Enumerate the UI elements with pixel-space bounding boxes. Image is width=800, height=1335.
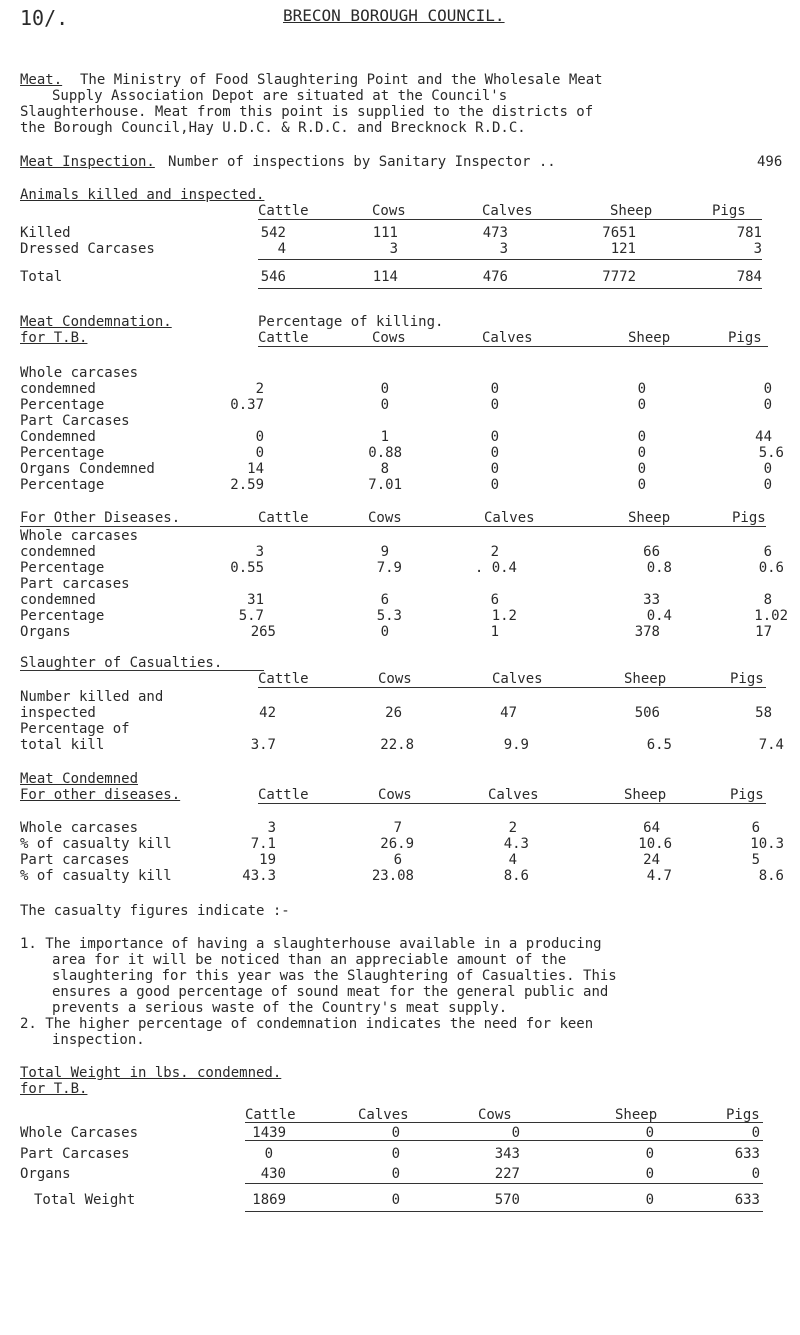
weight-cell: 1869 (252, 1192, 286, 1208)
tb-row-label: Part Carcases (20, 413, 130, 429)
animals-heading (20, 188, 264, 202)
tb-cell: 0 (637, 429, 646, 445)
condemned-cell: 10.3 (750, 836, 784, 852)
condemned-cell: 7.1 (250, 836, 276, 852)
tb-cell: 0 (490, 397, 499, 413)
weight-heading-1: Total Weight in lbs. condemned. (20, 1065, 282, 1081)
condemned-cell: 3 (267, 820, 276, 836)
casualties-row-label: inspected (20, 705, 96, 721)
weight-cell: 633 (734, 1146, 760, 1162)
tb-row-label: Percentage (20, 477, 105, 493)
other-cell: 0.8 (646, 560, 672, 576)
animals-cell: 784 (736, 269, 762, 285)
other-cell: 3 (255, 544, 264, 560)
condemned-col-cattle: Cattle (258, 787, 309, 803)
weight-cell: 0 (751, 1125, 760, 1141)
other-cell: 17 (755, 624, 772, 640)
animals-heading-text: Animals killed and inspected. (20, 187, 265, 203)
tb-header-rule (258, 346, 768, 347)
notes-line: ensures a good percentage of sound meat for the general public and (52, 984, 609, 1000)
condemned-row-label: % of casualty kill (20, 868, 172, 884)
condemned-cell: 6 (393, 852, 402, 868)
animals-col-pigs: Pigs (712, 203, 746, 219)
animals-cell: 111 (372, 225, 398, 241)
animals-cell: 3 (389, 241, 398, 257)
weight-cell: 0 (645, 1166, 654, 1182)
condemned-row-label: % of casualty kill (20, 836, 172, 852)
meat-inspection-value: 496 (757, 154, 783, 170)
weight-cell: 0 (751, 1166, 760, 1182)
tb-cell: 0 (380, 397, 389, 413)
other-cell: 0 (380, 624, 389, 640)
notes-line: prevents a serious waste of the Country's meat supply. (52, 1000, 508, 1016)
condemned-cell: 43.3 (242, 868, 276, 884)
page-title: BRECON BOROUGH COUNCIL. (283, 6, 505, 25)
animals-cell: 7651 (602, 225, 636, 241)
tb-heading-2: for T.B. (20, 330, 88, 346)
other-cell: 5.7 (238, 608, 264, 624)
other-cell: 9 (380, 544, 389, 560)
condemned-cell: 4.3 (503, 836, 529, 852)
tb-row-label: Percentage (20, 445, 105, 461)
tb-row-label: Percentage (20, 397, 105, 413)
tb-cell: 0.88 (368, 445, 402, 461)
animals-cell: 121 (610, 241, 636, 257)
meat-inspection-heading: Meat Inspection. (20, 154, 155, 170)
weight-cell: 0 (511, 1125, 520, 1141)
casualties-col-cattle: Cattle (258, 671, 309, 687)
meat-line-2: Supply Association Depot are situated at the Council's (52, 88, 508, 104)
tb-cell: 0 (763, 381, 772, 397)
other-row-label: Part carcases (20, 576, 130, 592)
weight-col-cows: Cows (478, 1107, 512, 1123)
tb-cell: 0 (763, 397, 772, 413)
other-row-label: Organs (20, 624, 71, 640)
condemned-cell: 19 (259, 852, 276, 868)
other-cell: 265 (250, 624, 276, 640)
casualties-cell: 22.8 (380, 737, 414, 753)
other-col-calves: Calves (484, 510, 535, 526)
other-cell: 2 (490, 544, 499, 560)
other-cell: 31 (247, 592, 264, 608)
other-cell: 7.9 (376, 560, 402, 576)
weight-cell: 227 (494, 1166, 520, 1182)
tb-cell: 7.01 (368, 477, 402, 493)
weight-cell: 570 (494, 1192, 520, 1208)
tb-cell: 0 (637, 445, 646, 461)
condemned-cell: 4 (508, 852, 517, 868)
other-cell: 66 (643, 544, 660, 560)
animals-row-label: Total (20, 269, 63, 285)
meat-line-4: the Borough Council,Hay U.D.C. & R.D.C. and Brecknock R.D.C. (20, 120, 526, 136)
animals-col-cattle: Cattle (258, 203, 309, 219)
weight-row-label: Whole Carcases (20, 1125, 139, 1141)
other-cell: 0.55 (230, 560, 264, 576)
tb-cell: 0 (763, 477, 772, 493)
condemned-cell: 64 (643, 820, 660, 836)
weight-bottom-rule (245, 1211, 763, 1212)
meat-line-3: Slaughterhouse. Meat from this point is supplied to the districts of (20, 104, 594, 120)
tb-cell: 0 (637, 397, 646, 413)
tb-col-sheep: Sheep (628, 330, 671, 346)
tb-heading-1: Meat Condemnation. (20, 314, 172, 330)
notes-line: 2. The higher percentage of condemnation indicates the need for keen (20, 1016, 594, 1032)
weight-col-calves: Calves (358, 1107, 409, 1123)
condemned-col-sheep: Sheep (624, 787, 667, 803)
tb-cell: 2 (255, 381, 264, 397)
weight-cell: 0 (645, 1146, 654, 1162)
condemned-cell: 6 (751, 820, 760, 836)
animals-header-rule (258, 219, 762, 220)
condemned-cell: 5 (751, 852, 760, 868)
other-row-label: Whole carcases (20, 528, 139, 544)
animals-cell: 546 (260, 269, 286, 285)
casualties-heading-rule (20, 670, 264, 671)
notes-intro: The casualty figures indicate :- (20, 903, 290, 919)
condemned-cell: 4.7 (646, 868, 672, 884)
weight-cell: 633 (734, 1192, 760, 1208)
condemned-cell: 8.6 (503, 868, 529, 884)
condemned-cell: 8.6 (758, 868, 784, 884)
casualties-row-label: total kill (20, 737, 105, 753)
condemned-col-cows: Cows (378, 787, 412, 803)
tb-cell: 0 (637, 477, 646, 493)
meat-heading: Meat. (20, 72, 63, 88)
tb-row-label: Organs Condemned (20, 461, 155, 477)
casualties-row-label: Percentage of (20, 721, 130, 737)
animals-bottom-rule (258, 288, 762, 289)
casualties-row-label: Number killed and (20, 689, 164, 705)
casualties-cell: 506 (634, 705, 660, 721)
tb-cell: 0 (490, 381, 499, 397)
animals-cell: 542 (260, 225, 286, 241)
condemned-row-label: Part carcases (20, 852, 130, 868)
other-cell: 1.2 (491, 608, 517, 624)
animals-cell: 7772 (602, 269, 636, 285)
other-cell: 1.02 (754, 608, 788, 624)
casualties-cell: 47 (500, 705, 517, 721)
animals-col-calves: Calves (482, 203, 533, 219)
other-row-label: Percentage (20, 560, 105, 576)
condemned-cell: 24 (643, 852, 660, 868)
meat-line-1: The Ministry of Food Slaughtering Point and the Wholesale Meat (80, 72, 603, 88)
notes-line: 1. The importance of having a slaughterhouse available in a producing (20, 936, 602, 952)
other-col-pigs: Pigs (732, 510, 766, 526)
tb-cell: 14 (247, 461, 264, 477)
tb-cell: 0 (380, 381, 389, 397)
animals-total-rule (258, 259, 762, 260)
other-cell: 0.6 (758, 560, 784, 576)
other-row-label: condemned (20, 592, 96, 608)
weight-row-label: Organs (20, 1166, 71, 1182)
casualties-heading: Slaughter of Casualties. (20, 655, 223, 671)
meat-inspection-text: Number of inspections by Sanitary Inspector .. (168, 154, 556, 170)
weight-cell: 0 (391, 1192, 400, 1208)
other-cell: 1 (490, 624, 499, 640)
tb-cell: 0 (763, 461, 772, 477)
tb-cell: 5.6 (758, 445, 784, 461)
condemned-heading-2: For other diseases. (20, 787, 181, 803)
condemned-col-calves: Calves (488, 787, 539, 803)
tb-cell: 0 (637, 381, 646, 397)
weight-cell: 0 (645, 1192, 654, 1208)
casualties-col-sheep: Sheep (624, 671, 667, 687)
condemned-cell: 7 (393, 820, 402, 836)
casualties-header-rule (258, 687, 766, 688)
condemned-cell: 23.08 (371, 868, 414, 884)
other-heading: For Other Diseases. (20, 510, 181, 526)
other-cell: 6 (380, 592, 389, 608)
condemned-cell: 2 (508, 820, 517, 836)
animals-row-label: Killed (20, 225, 71, 241)
tb-row-label: condemned (20, 381, 96, 397)
tb-col-cows: Cows (372, 330, 406, 346)
animals-cell: 781 (736, 225, 762, 241)
weight-cell: 0 (391, 1146, 400, 1162)
tb-cell: 0 (255, 445, 264, 461)
weight-cell: 0 (264, 1146, 273, 1162)
tb-cell: 44 (755, 429, 772, 445)
weight-heading-2: for T.B. (20, 1081, 88, 1097)
tb-col-calves: Calves (482, 330, 533, 346)
tb-cell: 0 (490, 429, 499, 445)
animals-cell: 3 (499, 241, 508, 257)
casualties-cell: 9.9 (503, 737, 529, 753)
tb-cell: 0 (490, 445, 499, 461)
animals-cell: 473 (482, 225, 508, 241)
animals-cell: 476 (482, 269, 508, 285)
page-number: 10/. (20, 6, 69, 30)
tb-cell: 0 (490, 477, 499, 493)
animals-row-label: Dressed Carcases (20, 241, 155, 257)
casualties-cell: 58 (755, 705, 772, 721)
condemned-heading-1: Meat Condemned (20, 771, 139, 787)
casualties-col-pigs: Pigs (730, 671, 764, 687)
casualties-col-cows: Cows (378, 671, 412, 687)
animals-col-sheep: Sheep (610, 203, 653, 219)
other-cell: 6 (763, 544, 772, 560)
casualties-cell: 26 (385, 705, 402, 721)
other-col-cows: Cows (368, 510, 402, 526)
other-col-sheep: Sheep (628, 510, 671, 526)
notes-line: slaughtering for this year was the Slaughtering of Casualties. This (52, 968, 617, 984)
other-cell: 6 (490, 592, 499, 608)
other-col-cattle: Cattle (258, 510, 309, 526)
casualties-cell: 3.7 (250, 737, 276, 753)
tb-cell: 0 (637, 461, 646, 477)
tb-cell: 0.37 (230, 397, 264, 413)
tb-row-label: Condemned (20, 429, 96, 445)
tb-col-pigs: Pigs (728, 330, 762, 346)
condemned-col-pigs: Pigs (730, 787, 764, 803)
animals-cell: 4 (277, 241, 286, 257)
tb-cell: 2.59 (230, 477, 264, 493)
animals-cell: 114 (372, 269, 398, 285)
weight-cell: 0 (391, 1125, 400, 1141)
tb-cell: 0 (490, 461, 499, 477)
condemned-row-label: Whole carcases (20, 820, 139, 836)
notes-line: area for it will be noticed than an appreciable amount of the (52, 952, 567, 968)
tb-cell: 0 (255, 429, 264, 445)
weight-cell: 430 (260, 1166, 286, 1182)
other-cell: 5.3 (376, 608, 402, 624)
weight-cell: 0 (391, 1166, 400, 1182)
weight-cell: 343 (494, 1146, 520, 1162)
other-header-rule (20, 526, 766, 527)
other-cell: 0.4 (646, 608, 672, 624)
condemned-cell: 26.9 (380, 836, 414, 852)
other-cell: 378 (634, 624, 660, 640)
casualties-cell: 6.5 (646, 737, 672, 753)
other-row-label: Percentage (20, 608, 105, 624)
animals-col-cows: Cows (372, 203, 406, 219)
tb-col-cattle: Cattle (258, 330, 309, 346)
animals-cell: 3 (753, 241, 762, 257)
weight-row-label: Total Weight (34, 1192, 136, 1208)
weight-col-sheep: Sheep (615, 1107, 658, 1123)
tb-cell: 1 (380, 429, 389, 445)
casualties-col-calves: Calves (492, 671, 543, 687)
tb-row-label: Whole carcases (20, 365, 139, 381)
other-cell: 33 (643, 592, 660, 608)
condemned-cell: 10.6 (638, 836, 672, 852)
tb-cell: 8 (380, 461, 389, 477)
weight-row-rule (245, 1140, 763, 1141)
weight-col-cattle: Cattle (245, 1107, 296, 1123)
notes-line: inspection. (52, 1032, 145, 1048)
casualties-cell: 42 (259, 705, 276, 721)
weight-total-rule (245, 1183, 763, 1184)
weight-row-label: Part Carcases (20, 1146, 130, 1162)
weight-header-rule (245, 1122, 763, 1123)
weight-cell: 1439 (252, 1125, 286, 1141)
casualties-cell: 7.4 (758, 737, 784, 753)
other-row-label: condemned (20, 544, 96, 560)
other-cell: . 0.4 (474, 560, 517, 576)
weight-col-pigs: Pigs (726, 1107, 760, 1123)
tb-subheading: Percentage of killing. (258, 314, 444, 330)
weight-cell: 0 (645, 1125, 654, 1141)
other-cell: 8 (763, 592, 772, 608)
condemned-header-rule (258, 803, 766, 804)
